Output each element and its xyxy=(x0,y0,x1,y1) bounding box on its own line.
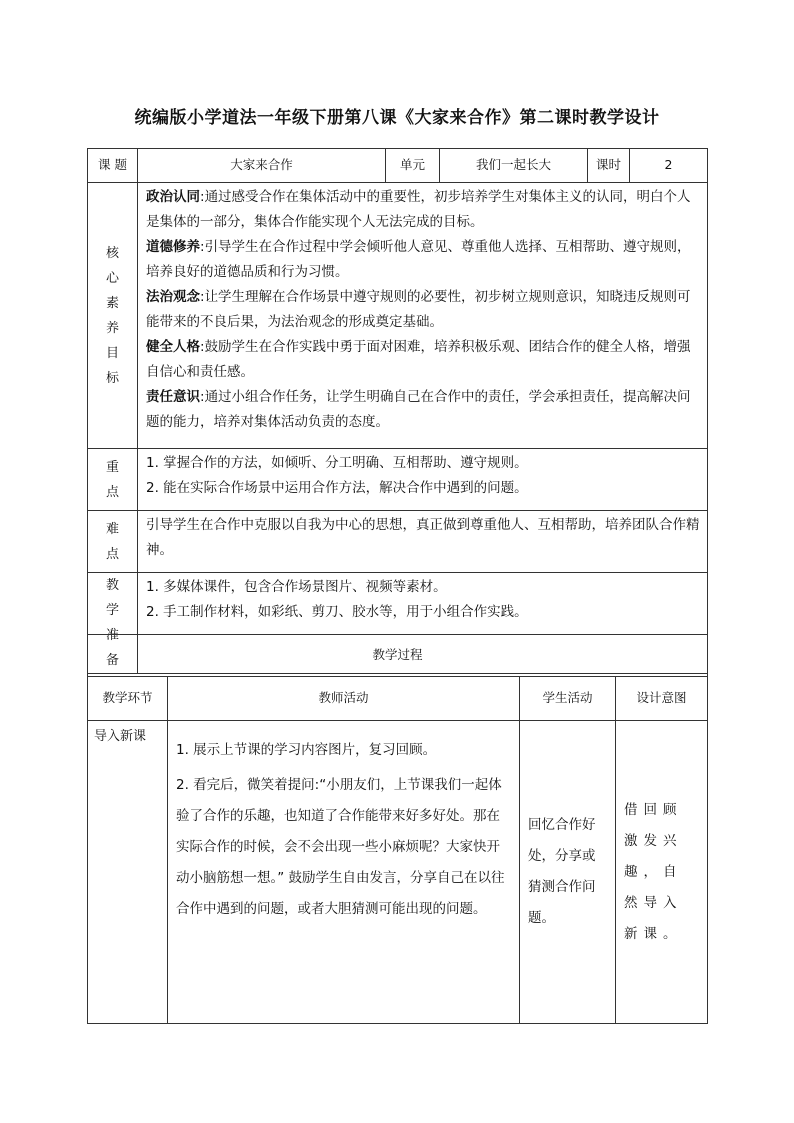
period-value: 2 xyxy=(630,149,708,183)
period-label: 课时 xyxy=(588,149,630,183)
teacher-step: 2. 看完后，微笑着提问:“小朋友们，上节课我们一起体验了合作的乐趣，也知道了合作能带来好多好处。那在实际合作的时候，会不会出现一些小麻烦呢？大家快开动小脑筋想一想。” 鼓励学生自由发言，分享自己在以往合作中遇到的问题，或者大胆猜测可能出现的问题。 xyxy=(176,777,505,917)
document-title: 统编版小学道法一年级下册第八课《大家来合作》第二课时教学设计 xyxy=(134,108,660,128)
goal-head: 健全人格 xyxy=(146,339,200,355)
column-header-intent: 设计意图 xyxy=(616,677,708,721)
process-student-activity: 回忆合作好处，分享或猜测合作问题。 xyxy=(520,721,616,1024)
preparation-item: 1. 多媒体课件，包含合作场景图片、视频等素材。 xyxy=(146,579,447,595)
goal-sep: : xyxy=(200,239,205,255)
goal-sep: : xyxy=(200,289,205,305)
difficulty-text: 引导学生在合作中克服以自我为中心的思想，真正做到尊重他人、互相帮助，培养团队合作精神。 xyxy=(146,517,700,558)
goal-item xyxy=(146,185,701,235)
process-teacher-activity xyxy=(168,721,520,1024)
goal-text: 让学生理解在合作场景中遵守规则的必要性，初步树立规则意识，知晓违反规则可能带来的不良后果，为法治观念的形成奠定基础。 xyxy=(146,289,691,330)
process-design-intent: 借回顾激发兴趣，自然导入新课。 xyxy=(616,721,708,1024)
column-header-student: 学生活动 xyxy=(520,677,616,721)
goal-head: 责任意识 xyxy=(146,389,200,405)
column-header-teacher: 教师活动 xyxy=(168,677,520,721)
key-points-row xyxy=(88,449,708,511)
process-row xyxy=(88,721,708,1024)
key-point-item: 1. 掌握合作的方法，如倾听、分工明确、互相帮助、遵守规则。 xyxy=(146,455,528,471)
key-points-content xyxy=(138,449,708,511)
teacher-step: 1. 展示上节课的学习内容图片，复习回顾。 xyxy=(176,742,437,758)
topic-value: 大家来合作 xyxy=(138,149,386,183)
goal-sep: : xyxy=(200,389,205,405)
preparation-item: 2. 手工制作材料，如彩纸、剪刀、胶水等，用于小组合作实践。 xyxy=(146,604,528,620)
goal-item xyxy=(146,285,701,335)
goal-head: 道德修养 xyxy=(146,239,200,255)
goal-head: 政治认同 xyxy=(146,189,200,205)
process-heading: 教学过程 xyxy=(88,635,708,677)
goal-item xyxy=(146,385,701,435)
goal-text: 通过小组合作任务，让学生明确自己在合作中的责任，学会承担责任，提高解决问题的能力，培养对集体活动负责的态度。 xyxy=(146,389,691,430)
teaching-process-table xyxy=(87,634,708,1024)
goal-item xyxy=(146,335,701,385)
goal-text: 引导学生在合作过程中学会倾听他人意见、尊重他人选择、互相帮助、遵守规则，培养良好的道德品质和行为习惯。 xyxy=(146,239,691,280)
difficulty-content xyxy=(138,511,708,573)
core-goals-content xyxy=(138,183,708,449)
topic-label: 课 题 xyxy=(88,149,138,183)
unit-value: 我们一起长大 xyxy=(440,149,588,183)
column-header-stage: 教学环节 xyxy=(88,677,168,721)
preparation-label: 教 学 准 备 xyxy=(88,573,138,674)
goal-head: 法治观念 xyxy=(146,289,200,305)
lesson-info-table xyxy=(87,148,708,674)
info-row xyxy=(88,149,708,183)
unit-label: 单元 xyxy=(386,149,440,183)
goal-sep: : xyxy=(200,189,205,205)
goal-text: 鼓励学生在合作实践中勇于面对困难，培养积极乐观、团结合作的健全人格，增强自信心和责任感。 xyxy=(146,339,691,380)
key-point-item: 2. 能在实际合作场景中运用合作方法，解决合作中遇到的问题。 xyxy=(146,480,528,496)
difficulty-row xyxy=(88,511,708,573)
key-points-label: 重 点 xyxy=(88,449,138,511)
core-goals-label: 核 心 素 养 目 标 xyxy=(88,183,138,449)
process-header-row xyxy=(88,677,708,721)
core-goals-row xyxy=(88,183,708,449)
goal-item xyxy=(146,235,701,285)
difficulty-label: 难 点 xyxy=(88,511,138,573)
process-stage: 导入新课 xyxy=(88,721,168,1024)
goal-sep: : xyxy=(200,339,205,355)
goal-text: 通过感受合作在集体活动中的重要性，初步培养学生对集体主义的认同，明白个人是集体的一部分，集体合作能实现个人无法完成的目标。 xyxy=(146,189,691,230)
